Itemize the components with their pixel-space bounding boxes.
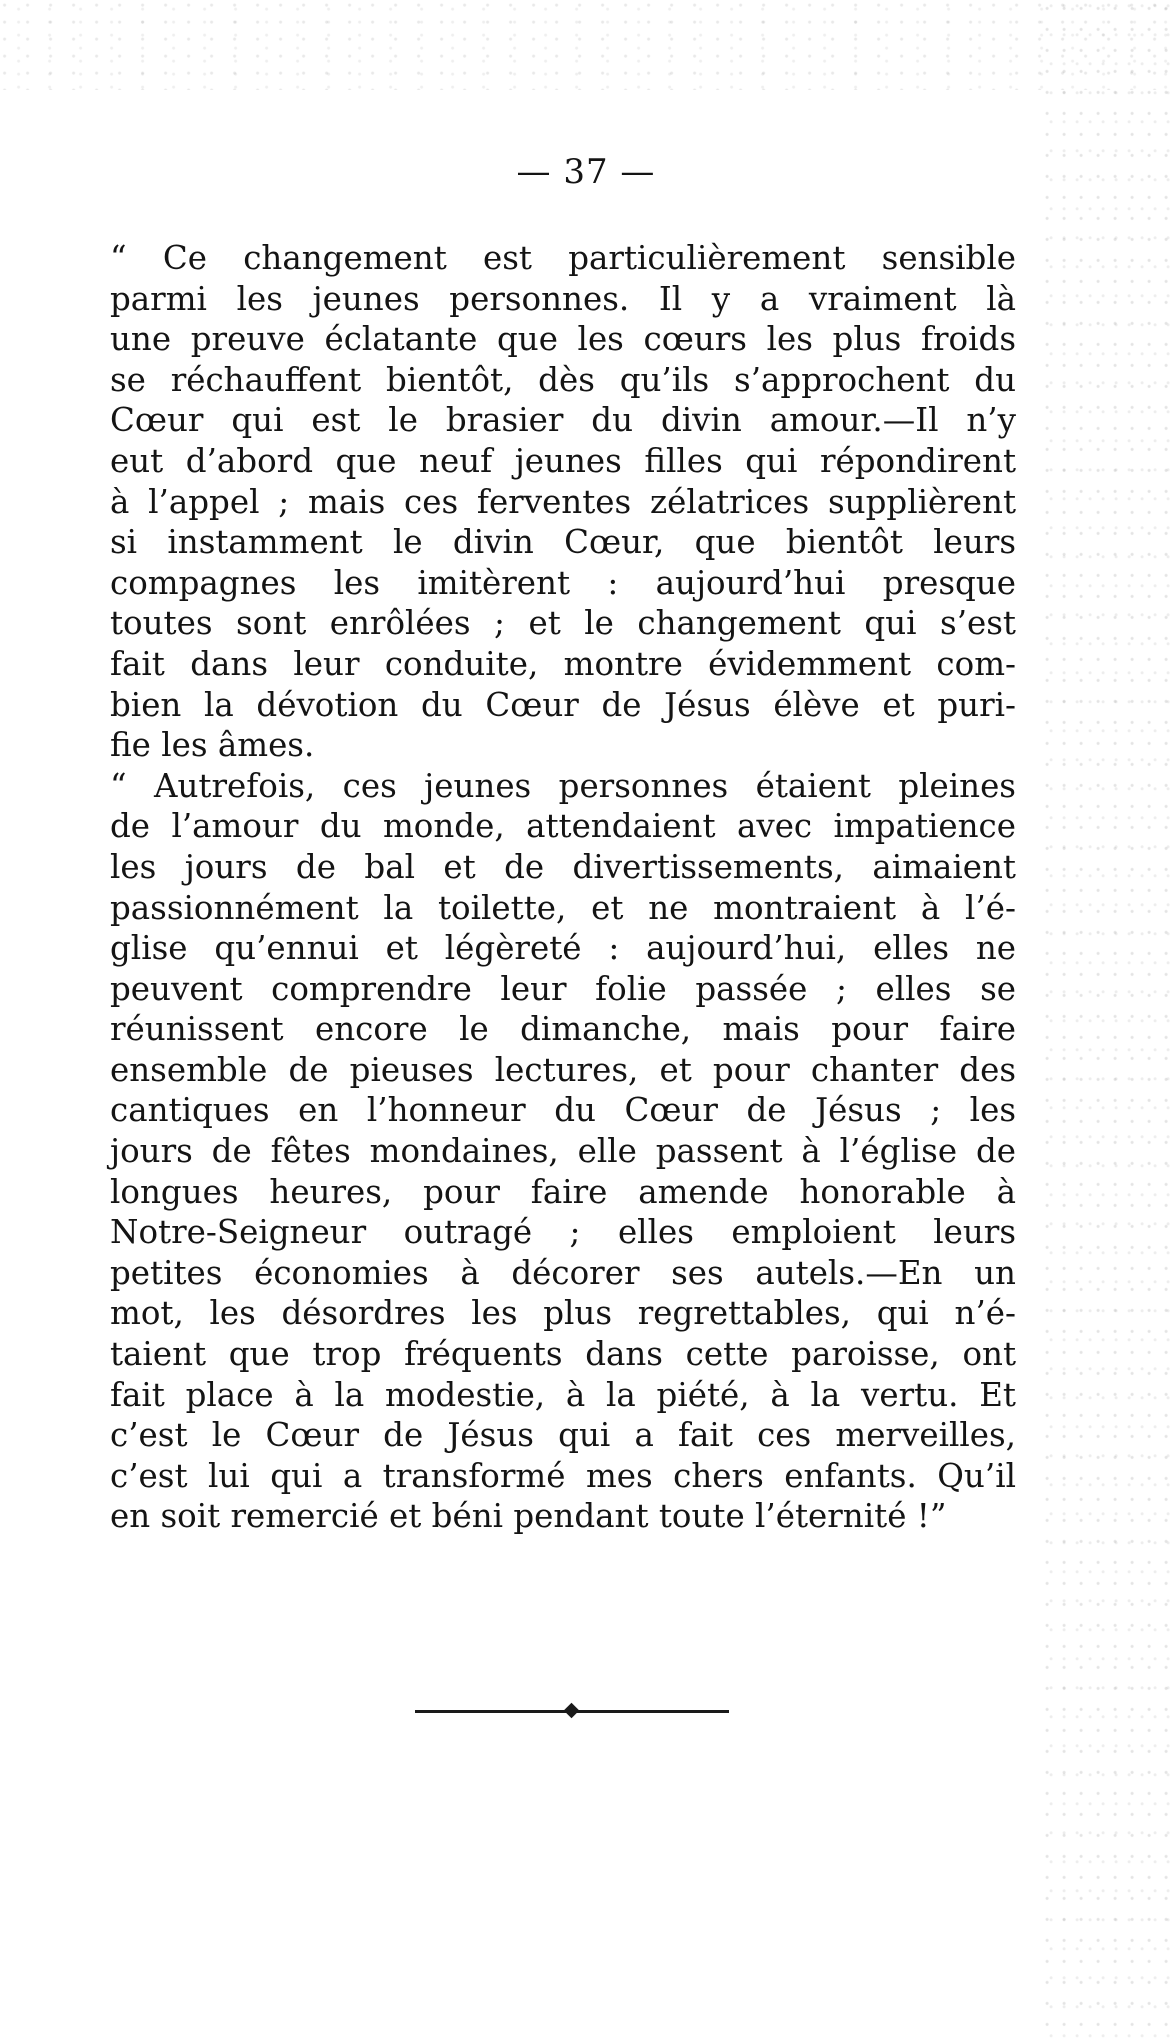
text-line: eut d’abord que neuf jeunes filles qui répondirent — [110, 441, 1016, 480]
text-line: taient que trop fréquents dans cette paroisse, ont — [110, 1335, 1016, 1374]
text-line: de l’amour du monde, attendaient avec impatience — [110, 807, 1016, 846]
text-line: réunissent encore le dimanche, mais pour faire — [110, 1010, 1016, 1049]
text-line: c’est lui qui a transformé mes chers enfants. Qu’il — [110, 1456, 1016, 1495]
text-line: passionnément la toilette, et ne montraient à l’é- — [110, 888, 1016, 927]
text-line: Notre-Seigneur outragé ; elles emploient leurs — [110, 1213, 1016, 1252]
body-text — [110, 238, 1016, 1537]
text-line: fait dans leur conduite, montre évidemment com- — [110, 644, 1016, 683]
text-line: “ Ce changement est particulièrement sensible — [110, 239, 1016, 277]
text-line: mot, les désordres les plus regrettables, qui n’é- — [110, 1294, 1016, 1333]
text-line: parmi les jeunes personnes. Il y a vraiment là — [110, 279, 1016, 318]
text-line: peuvent comprendre leur folie passée ; elles se — [110, 969, 1016, 1008]
end-rule-ornament — [564, 1703, 580, 1719]
text-line: petites économies à décorer ses autels.—En un — [110, 1253, 1016, 1292]
text-line: les jours de bal et de divertissements, aimaient — [110, 847, 1016, 886]
page-number: — 37 — — [516, 152, 656, 192]
text-line: se réchauffent bientôt, dès qu’ils s’approchent du — [110, 360, 1016, 399]
text-line: longues heures, pour faire amende honorable à — [110, 1172, 1016, 1211]
text-line: Cœur qui est le brasier du divin amour.—Il n’y — [110, 401, 1016, 440]
text-line: “ Autrefois, ces jeunes personnes étaient pleines — [110, 766, 1016, 805]
scan-noise-right — [1042, 0, 1172, 2040]
text-line: compagnes les imitèrent : aujourd’hui presque — [110, 563, 1016, 602]
text-line: cantiques en l’honneur du Cœur de Jésus ; les — [110, 1091, 1016, 1130]
text-line: une preuve éclatante que les cœurs les plus froids — [110, 320, 1016, 359]
text-line: bien la dévotion du Cœur de Jésus élève et puri- — [110, 685, 1016, 724]
text-line: jours de fêtes mondaines, elle passent à l’église de — [110, 1132, 1016, 1171]
text-line: fie les âmes. — [110, 726, 315, 765]
text-line: glise qu’ennui et légèreté : aujourd’hui, elles ne — [110, 929, 1016, 968]
text-line: si instamment le divin Cœur, que bientôt leurs — [110, 523, 1016, 562]
scan-noise-top — [0, 0, 1172, 90]
text-line: toutes sont enrôlées ; et le changement qui s’est — [110, 604, 1016, 643]
text-line: fait place à la modestie, à la piété, à la vertu. Et — [110, 1375, 1016, 1414]
text-line: en soit remercié et béni pendant toute l’éternité !” — [110, 1497, 947, 1536]
text-line: ensemble de pieuses lectures, et pour chanter des — [110, 1050, 1016, 1089]
text-line: c’est le Cœur de Jésus qui a fait ces merveilles, — [110, 1416, 1016, 1455]
text-line: à l’appel ; mais ces ferventes zélatrices supplièrent — [110, 482, 1016, 521]
